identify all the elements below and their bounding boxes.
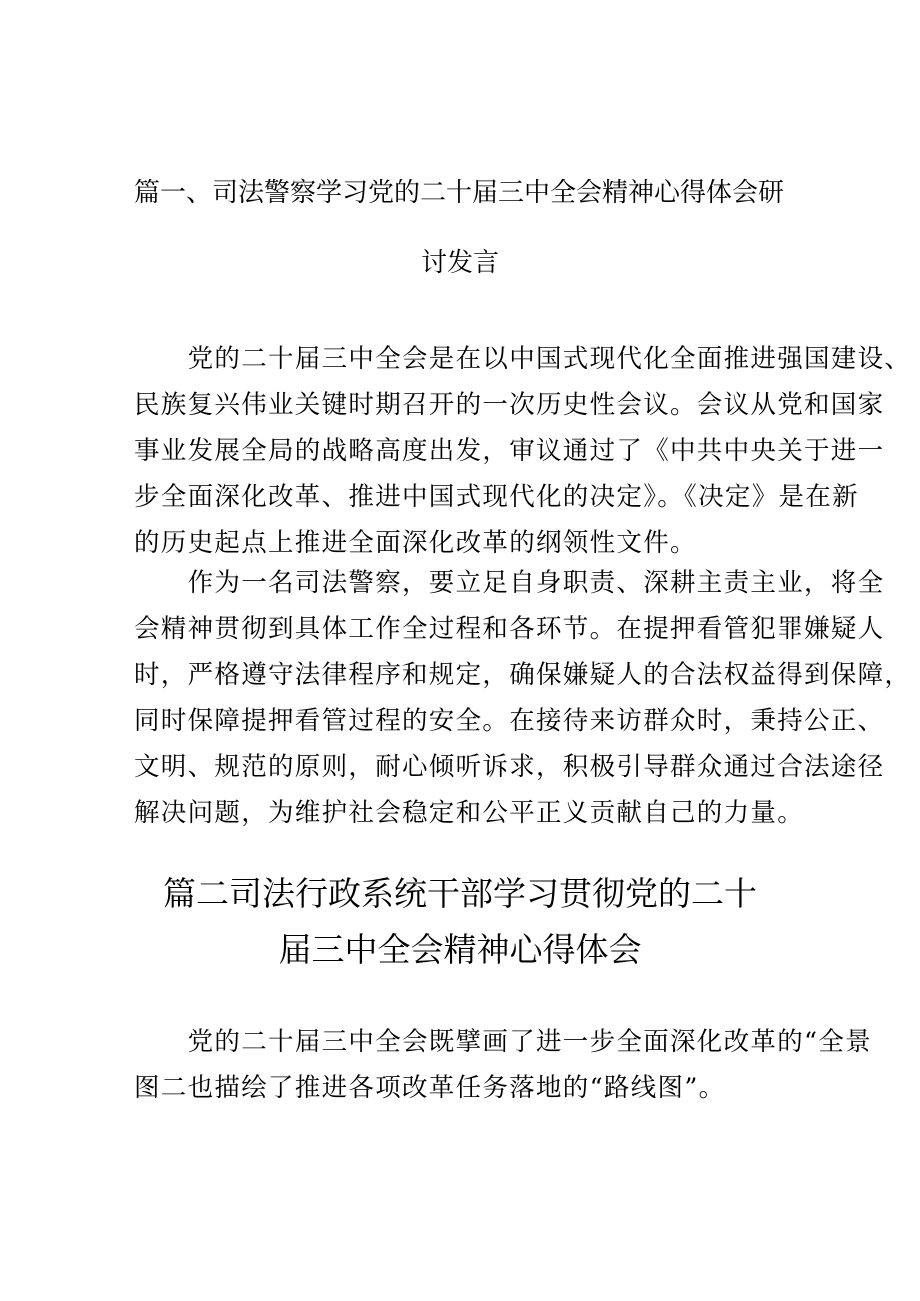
section2-paragraph1	[134, 1019, 872, 1111]
section1-paragraph1	[134, 336, 912, 566]
text-line: 图二也描绘了推进各项改革任务落地的“路线图”。	[134, 1073, 726, 1103]
section1-paragraph2	[134, 560, 912, 836]
text-line: 解决问题，为维护社会稳定和公平正义贡献自己的力量。	[134, 798, 805, 828]
section2-title-line1: 篇二司法行政系统干部学习贯彻党的二十	[163, 874, 757, 913]
text-line: 步全面深化改革、推进中国式现代化的决定》。《决定》是在新	[134, 482, 859, 512]
section1-title-line1: 篇一、司法警察学习党的二十届三中全会精神心得体会研	[134, 178, 785, 208]
text-line: 党的二十届三中全会是在以中国式现代化全面推进强国建设、	[134, 344, 912, 374]
text-line: 党的二十届三中全会既擘画了进一步全面深化改革的“全景	[134, 1027, 872, 1057]
text-line: 事业发展全局的战略高度出发，审议通过了《中共中央关于进一	[134, 436, 885, 466]
text-line: 时，严格遵守法律程序和规定，确保嫌疑人的合法权益得到保障，	[134, 660, 912, 690]
text-line: 同时保障提押看管过程的安全。在接待来访群众时，秉持公正、	[134, 706, 885, 736]
text-line: 文明、规范的原则，耐心倾听诉求，积极引导群众通过合法途径	[134, 752, 885, 782]
section2-title-line2: 届三中全会精神心得体会	[278, 930, 642, 969]
text-line: 会精神贯彻到具体工作全过程和各环节。在提押看管犯罪嫌疑人	[134, 614, 885, 644]
text-line: 民族复兴伟业关键时期召开的一次历史性会议。会议从党和国家	[134, 390, 885, 420]
text-line: 的历史起点上推进全面深化改革的纲领性文件。	[134, 528, 697, 558]
text-line: 作为一名司法警察，要立足自身职责、深耕主责主业，将全	[134, 568, 885, 598]
section1-title-line2: 讨发言	[420, 248, 499, 278]
